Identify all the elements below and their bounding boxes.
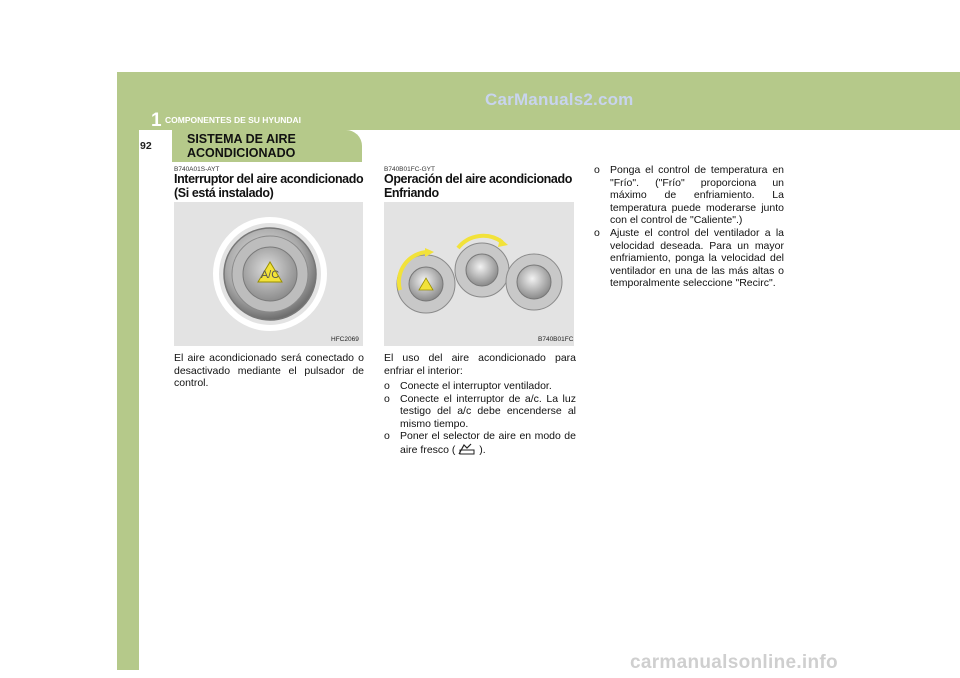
col2-figure-label: B740B01FC (538, 336, 574, 343)
ac-knob-label: A/C (260, 269, 280, 281)
bullet-mark: o (594, 164, 600, 176)
bullet-mark: o (594, 226, 600, 239)
page-number: 92 (140, 140, 152, 152)
bullet-mark: o (384, 380, 390, 392)
chapter-number: 1 (151, 110, 162, 131)
fresh-air-icon (458, 443, 476, 455)
col2-code: B740B01FC-GYT (384, 166, 435, 173)
list-item: o Ponga el control de temperatura en "Frío". ("Frío" proporciona un máximo de enfriamiento. La temperatura puede moderarse junto con el control de "Caliente".) (594, 164, 784, 227)
list-item: o Conecte el interruptor de a/c. La luz testigo del a/c debe encenderse al mismo tiempo. (384, 392, 576, 430)
three-knobs-illustration (384, 202, 574, 346)
watermark-bottom-link[interactable]: carmanualsonline.info (630, 652, 838, 673)
cooling-controls-figure (384, 202, 574, 346)
ac-knob-illustration (174, 202, 363, 346)
watermark-top-link[interactable]: CarManuals2.com (485, 90, 634, 109)
col2-bullet-list (384, 380, 576, 457)
section-title: SISTEMA DE AIRE ACONDICIONADO (187, 132, 296, 160)
bullet-mark: o (384, 430, 390, 443)
chapter-title: COMPONENTES DE SU HYUNDAI (165, 115, 302, 125)
col1-heading: Interruptor del aire acondicionado (Si está instalado) (174, 172, 364, 200)
list-item: o Conecte el interruptor ventilador. (384, 380, 552, 392)
col1-code: B740A01S-AYT (174, 166, 220, 173)
list-item: o Poner el selector de aire en modo de aire fresco ( ). (384, 430, 576, 456)
col2-heading: Operación del aire acondicionado Enfriando (384, 172, 572, 200)
bullet-mark: o (384, 392, 390, 405)
col2-paragraph: El uso del aire acondicionado para enfriar el interior: (384, 352, 576, 377)
col1-paragraph: El aire acondicionado será conectado o desactivado mediante el pulsador de control. (174, 352, 364, 390)
list-item: o Ajuste el control del ventilador a la velocidad deseada. Para un mayor enfriamiento, ponga la velocidad del ventilador en una de las más altas o temporalmente seleccione "Recirc". (594, 226, 784, 290)
col3-bullet-list (594, 164, 784, 290)
ac-switch-figure (174, 202, 363, 346)
sidebar-strip (117, 130, 139, 670)
col1-figure-label: HFC2069 (331, 336, 359, 343)
